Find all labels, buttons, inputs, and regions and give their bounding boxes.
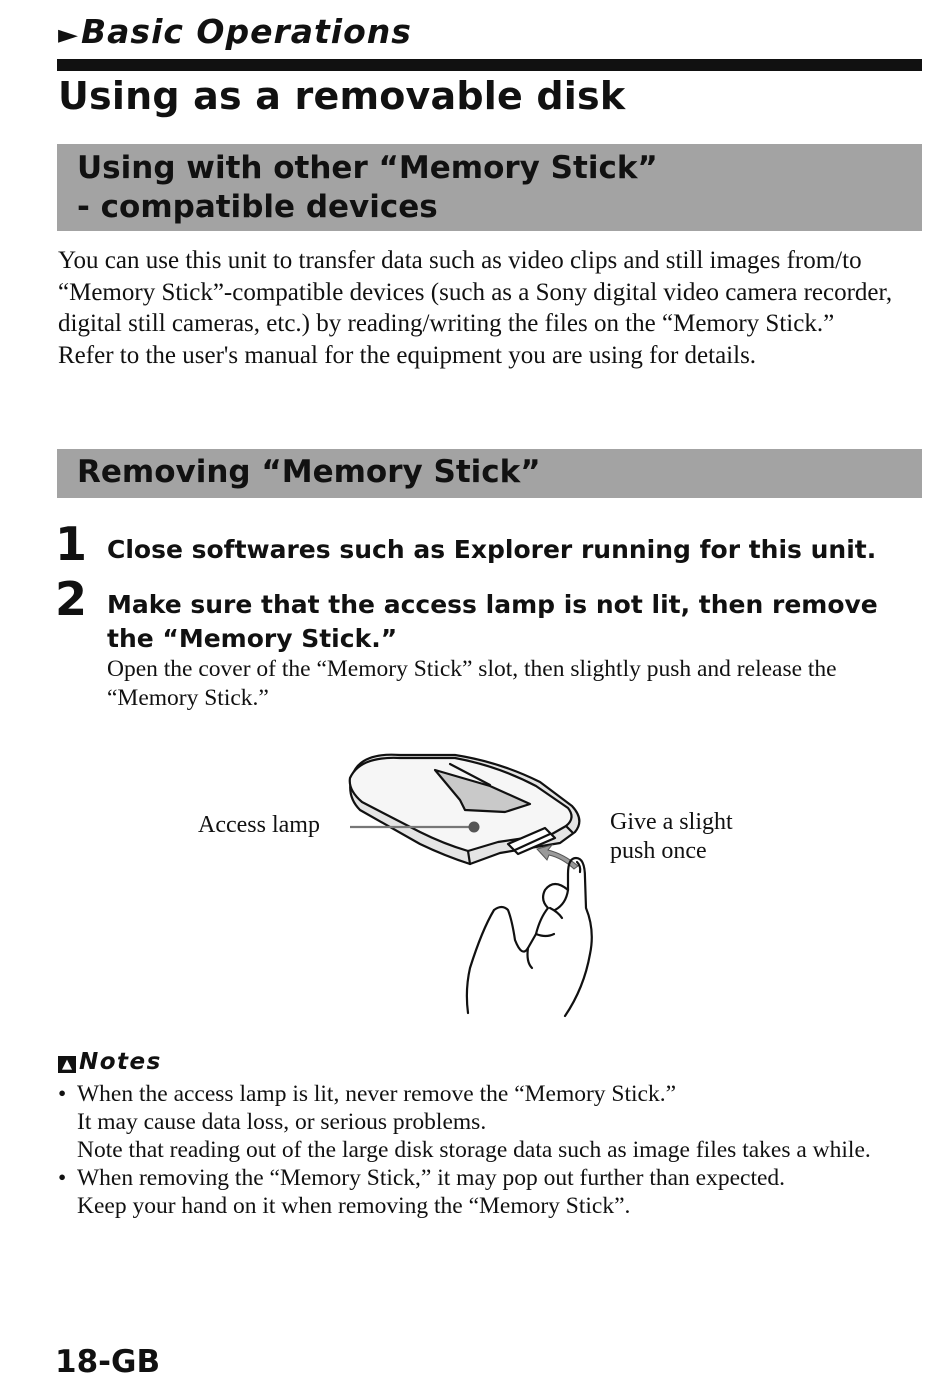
section-heading-removing: Removing “Memory Stick” bbox=[57, 449, 922, 498]
notes-heading-label: Notes bbox=[79, 1049, 162, 1075]
memory-stick-removal-illustration bbox=[340, 748, 610, 1023]
note-line: It may cause data loss, or serious problems. bbox=[77, 1109, 487, 1135]
access-lamp-indicator bbox=[469, 822, 480, 833]
step-text: Make sure that the access lamp is not lit, then remove the “Memory Stick.” bbox=[107, 590, 878, 653]
push-instruction-label bbox=[610, 808, 733, 866]
hand-icon bbox=[467, 858, 592, 1016]
note-item bbox=[58, 1080, 928, 1164]
note-line: • When the access lamp is lit, never remove the “Memory Stick.” bbox=[77, 1081, 677, 1107]
breadcrumb-label: Basic Operations bbox=[81, 12, 412, 51]
notes-list bbox=[58, 1080, 928, 1220]
section-heading-compatible-devices bbox=[57, 144, 922, 231]
push-arrow-icon bbox=[537, 845, 578, 869]
push-instruction-line2: push once bbox=[610, 838, 707, 864]
note-line: • When removing the “Memory Stick,” it may pop out further than expected. bbox=[77, 1165, 786, 1191]
section-heading-line1: Using with other “Memory Stick” bbox=[77, 150, 658, 186]
step-number: 1 bbox=[55, 517, 88, 571]
breadcrumb bbox=[58, 12, 412, 51]
intro-paragraph-details: Refer to the user's manual for the equipment you are using for details. bbox=[58, 341, 757, 369]
intro-text bbox=[58, 245, 928, 371]
intro-paragraph: You can use this unit to transfer data such as video clips and still images from/to “Memory Stick”-compatible devices (such as a Sony digital video camera recorder, digital still cameras, etc.) by reading/writing the files on the “Memory Stick.” bbox=[58, 247, 893, 337]
access-lamp-label: Access lamp bbox=[198, 812, 320, 838]
step-description: Open the cover of the “Memory Stick” slot, then slightly push and release the “Memory Stick.” bbox=[107, 656, 837, 711]
note-line: Keep your hand on it when removing the “Memory Stick”. bbox=[77, 1193, 631, 1219]
notes-heading bbox=[58, 1049, 162, 1075]
page-number: 18-GB bbox=[55, 1344, 161, 1380]
triangle-right-icon: ► bbox=[58, 20, 79, 50]
page-title: Using as a removable disk bbox=[58, 74, 626, 118]
step-number: 2 bbox=[55, 572, 88, 626]
note-line: Note that reading out of the large disk storage data such as image files takes a while. bbox=[77, 1137, 871, 1163]
note-item bbox=[58, 1164, 928, 1220]
step-text: Close softwares such as Explorer running for this unit. bbox=[107, 535, 877, 564]
note-icon: ▲ bbox=[58, 1056, 76, 1073]
section-heading-line2: - compatible devices bbox=[77, 189, 438, 225]
header-rule bbox=[57, 59, 922, 71]
push-instruction-line1: Give a slight bbox=[610, 809, 733, 835]
